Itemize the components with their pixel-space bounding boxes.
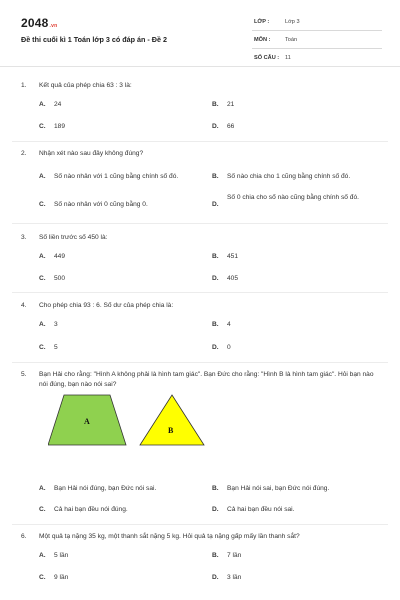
option-letter: C. xyxy=(39,344,46,351)
option-text: Số nào chia cho 1 cũng bằng chính số đó. xyxy=(227,173,351,180)
question-text: Số liền trước số 450 là: xyxy=(39,234,108,241)
meta-value: Toán xyxy=(285,37,298,43)
option-letter: C. xyxy=(39,506,46,513)
option-letter: A. xyxy=(39,485,46,492)
option-text: Số nào nhân với 1 cũng bằng chính số đó. xyxy=(54,173,179,180)
meta-row-count xyxy=(252,52,382,67)
option-text: 9 lần xyxy=(54,574,69,581)
question-text: Cho phép chia 93 : 6. Số dư của phép chia là: xyxy=(39,302,174,309)
shape-b-label: B xyxy=(168,426,174,435)
question-divider xyxy=(12,362,388,363)
option-text: Bạn Hải nói sai, bạn Đức nói đúng. xyxy=(227,485,330,492)
question-text: Bạn Hải cho rằng: "Hình A không phải là hình tam giác". Bạn Đức cho rằng: "Hình B là hình tam giác". Hỏi bạn nào nói đúng, bạn nào nói sai? xyxy=(39,371,374,388)
question-number: 4. xyxy=(21,302,27,309)
meta-value: Lớp 3 xyxy=(285,19,300,25)
question-text: Nhận xét nào sau đây không đúng? xyxy=(39,150,144,157)
option-letter: C. xyxy=(39,275,46,282)
option-letter: D. xyxy=(212,506,219,513)
option-letter: D. xyxy=(212,201,219,208)
option-letter: C. xyxy=(39,123,46,130)
logo-text: 2048 xyxy=(21,16,49,30)
option-text: 66 xyxy=(227,123,235,130)
question-number: 5. xyxy=(21,371,27,378)
option-letter: B. xyxy=(212,485,219,492)
option-text: Cả hai bạn đều nói đúng. xyxy=(54,506,128,513)
question-divider xyxy=(12,223,388,224)
meta-label: LỚP : xyxy=(254,19,270,25)
question-divider xyxy=(12,141,388,142)
header-divider xyxy=(0,66,400,67)
meta-row-grade xyxy=(252,16,382,31)
meta-label: MÔN : xyxy=(254,37,271,43)
meta-row-subject xyxy=(252,34,382,49)
option-text: 5 xyxy=(54,344,58,351)
triangle-shape-b xyxy=(140,395,204,445)
question-number: 3. xyxy=(21,234,27,241)
option-text: 24 xyxy=(54,101,62,108)
option-letter: C. xyxy=(39,574,46,581)
meta-value: 11 xyxy=(285,55,291,61)
option-text: 449 xyxy=(54,253,66,260)
option-text: 3 xyxy=(54,321,58,328)
option-text: 7 lần xyxy=(227,552,242,559)
logo-suffix: .vn xyxy=(49,23,58,29)
question-number: 1. xyxy=(21,82,27,89)
option-letter: D. xyxy=(212,344,219,351)
site-logo[interactable] xyxy=(21,16,57,30)
option-text: 189 xyxy=(54,123,66,130)
question-number: 2. xyxy=(21,150,27,157)
option-letter: D. xyxy=(212,275,219,282)
option-text: 451 xyxy=(227,253,239,260)
option-letter: D. xyxy=(212,574,219,581)
option-text: 5 lần xyxy=(54,552,69,559)
exam-meta xyxy=(252,16,382,70)
option-text: Bạn Hải nói đúng, bạn Đức nói sai. xyxy=(54,485,157,492)
option-text: Số 0 chia cho số nào cũng bằng chính số đó. xyxy=(227,194,359,201)
option-letter: D. xyxy=(212,123,219,130)
page-header xyxy=(0,0,400,66)
option-text: Cả hai bạn đều nói sai. xyxy=(227,506,295,513)
shapes-figure xyxy=(48,393,218,448)
option-letter: A. xyxy=(39,253,46,260)
option-letter: B. xyxy=(212,253,219,260)
option-text: 21 xyxy=(227,101,235,108)
option-text: Số nào nhân với 0 cũng bằng 0. xyxy=(54,201,148,208)
option-letter: C. xyxy=(39,201,46,208)
option-letter: B. xyxy=(212,552,219,559)
question-divider xyxy=(12,524,388,525)
option-text: 3 lần xyxy=(227,574,242,581)
option-text: 4 xyxy=(227,321,231,328)
exam-title: Đề thi cuối kì 1 Toán lớp 3 có đáp án - Đề 2 xyxy=(21,35,167,44)
meta-label: SỐ CÂU : xyxy=(254,55,280,61)
shape-a-label: A xyxy=(84,417,90,426)
question-text: Một quả tạ nặng 35 kg, một thanh sắt nặng 5 kg. Hỏi quả tạ nặng gấp mấy lần thanh sắt? xyxy=(39,533,300,540)
option-text: 405 xyxy=(227,275,239,282)
option-letter: A. xyxy=(39,552,46,559)
option-letter: B. xyxy=(212,321,219,328)
question-text: Kết quả của phép chia 63 : 3 là: xyxy=(39,82,132,89)
option-letter: A. xyxy=(39,173,46,180)
option-text: 500 xyxy=(54,275,66,282)
question-number: 6. xyxy=(21,533,27,540)
option-letter: A. xyxy=(39,321,46,328)
option-letter: B. xyxy=(212,173,219,180)
option-letter: A. xyxy=(39,101,46,108)
option-text: 0 xyxy=(227,344,231,351)
question-divider xyxy=(12,292,388,293)
option-letter: B. xyxy=(212,101,219,108)
